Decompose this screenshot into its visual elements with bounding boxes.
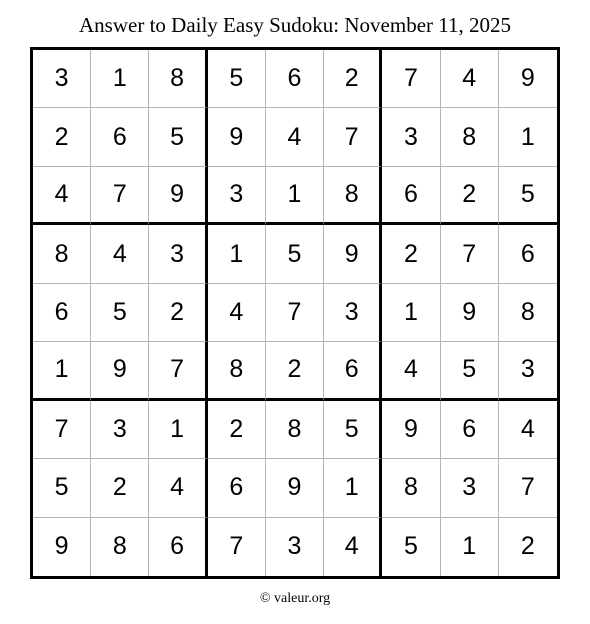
sudoku-cell-r6c1: 1 (33, 342, 91, 400)
sudoku-cell-r7c9: 4 (499, 401, 557, 459)
page-title: Answer to Daily Easy Sudoku: November 11, 2025 (79, 13, 511, 37)
sudoku-cell-r6c4: 8 (208, 342, 266, 400)
sudoku-cell-r9c9: 2 (520, 532, 535, 561)
copyright-footer: © valeur.org (259, 591, 331, 606)
sudoku-cell-r4c7: 2 (382, 225, 440, 283)
sudoku-cell-r9c2: 8 (91, 518, 149, 576)
sudoku-cell-r5c6: 3 (324, 284, 382, 342)
sudoku-cell-r5c2: 5 (91, 284, 149, 342)
sudoku-cell-r9c8: 1 (441, 518, 499, 576)
sudoku-cell-r3c6: 8 (324, 167, 382, 225)
sudoku-cell-r1c6: 2 (324, 50, 382, 108)
sudoku-cell-r7c5: 8 (266, 401, 324, 459)
sudoku-cell-r3c5: 1 (266, 167, 324, 225)
sudoku-cell-r3c2: 7 (91, 167, 149, 225)
sudoku-cell-r1c2: 1 (91, 50, 149, 108)
sudoku-cell-r6c8: 5 (441, 342, 499, 400)
sudoku-cell-r7c8: 6 (441, 401, 499, 459)
sudoku-cell-r8c6: 1 (324, 459, 382, 517)
sudoku-cell-r7c1: 7 (33, 401, 91, 459)
sudoku-cell-r2c5: 4 (266, 108, 324, 166)
sudoku-cell-r2c2: 6 (91, 108, 149, 166)
sudoku-cell-r2c7: 3 (382, 108, 440, 166)
sudoku-cell-r8c7: 8 (382, 459, 440, 517)
sudoku-cell-r6c6: 6 (324, 342, 382, 400)
sudoku-cell-r7c7: 9 (382, 401, 440, 459)
sudoku-cell-r1c3: 8 (149, 50, 207, 108)
sudoku-cell-r8c5: 9 (266, 459, 324, 517)
sudoku-cell-r7c4: 2 (208, 401, 266, 459)
sudoku-cell-r2c4: 9 (208, 108, 266, 166)
sudoku-cell-r6c5: 2 (266, 342, 324, 400)
sudoku-cell-r2c9: 1 (499, 108, 557, 166)
sudoku-cell-r4c5: 5 (266, 225, 324, 283)
sudoku-cell-r4c6: 9 (324, 225, 382, 283)
sudoku-cell-r9c3: 6 (149, 518, 207, 576)
sudoku-cell-r4c2: 4 (91, 225, 149, 283)
sudoku-cell-r3c4: 3 (208, 167, 266, 225)
sudoku-cell-r9c4: 7 (208, 518, 266, 576)
sudoku-cell-r3c7: 6 (382, 167, 440, 225)
sudoku-cell-r4c3: 3 (149, 225, 207, 283)
sudoku-cell-r5c1: 6 (33, 284, 91, 342)
sudoku-cell-r8c3: 4 (149, 459, 207, 517)
sudoku-cell-r3c1: 4 (33, 167, 91, 225)
sudoku-cell-r3c8: 2 (441, 167, 499, 225)
sudoku-cell-r3c9: 5 (499, 167, 557, 225)
sudoku-cell-r1c1: 3 (33, 50, 91, 108)
sudoku-cell-r2c1: 2 (33, 108, 91, 166)
sudoku-cell-r5c9: 8 (499, 284, 557, 342)
sudoku-cell-r9c6: 4 (324, 518, 382, 576)
sudoku-cell-r2c3: 5 (149, 108, 207, 166)
sudoku-cell-r6c2: 9 (91, 342, 149, 400)
sudoku-cell-r4c1: 8 (33, 225, 91, 283)
sudoku-cell-r9c1: 9 (33, 518, 91, 576)
sudoku-cell-r5c7: 1 (382, 284, 440, 342)
sudoku-cell-r1c9: 9 (499, 50, 557, 108)
sudoku-board (30, 47, 560, 579)
sudoku-cell-r1c7: 7 (382, 50, 440, 108)
sudoku-cell-r7c3: 1 (149, 401, 207, 459)
sudoku-cell-r6c9: 3 (499, 342, 557, 400)
sudoku-cell-r9c5: 3 (266, 518, 324, 576)
sudoku-cell-r5c8: 9 (441, 284, 499, 342)
sudoku-cell-r8c4: 6 (208, 459, 266, 517)
sudoku-cell-r8c8: 3 (441, 459, 499, 517)
sudoku-cell-r8c2: 2 (91, 459, 149, 517)
sudoku-cell-r6c3: 7 (149, 342, 207, 400)
sudoku-cell-r1c5: 6 (266, 50, 324, 108)
sudoku-cell-r1c4: 5 (208, 50, 266, 108)
sudoku-cell-r7c6: 5 (324, 401, 382, 459)
sudoku-cell-r4c4: 1 (208, 225, 266, 283)
sudoku-cell-r1c8: 4 (441, 50, 499, 108)
sudoku-cell-r4c9: 6 (499, 225, 557, 283)
sudoku-cell-r3c3: 9 (149, 167, 207, 225)
sudoku-cell-r5c4: 4 (208, 284, 266, 342)
sudoku-cell-r7c2: 3 (91, 401, 149, 459)
sudoku-cell-r5c5: 7 (266, 284, 324, 342)
sudoku-cell-r2c6: 7 (324, 108, 382, 166)
sudoku-cell-r2c8: 8 (441, 108, 499, 166)
sudoku-cell-r6c7: 4 (382, 342, 440, 400)
sudoku-cell-r4c8: 7 (441, 225, 499, 283)
sudoku-cell-r9c7: 5 (382, 518, 440, 576)
sudoku-cell-r8c1: 5 (33, 459, 91, 517)
sudoku-cell-r8c9: 7 (499, 459, 557, 517)
sudoku-cell-r5c3: 2 (149, 284, 207, 342)
